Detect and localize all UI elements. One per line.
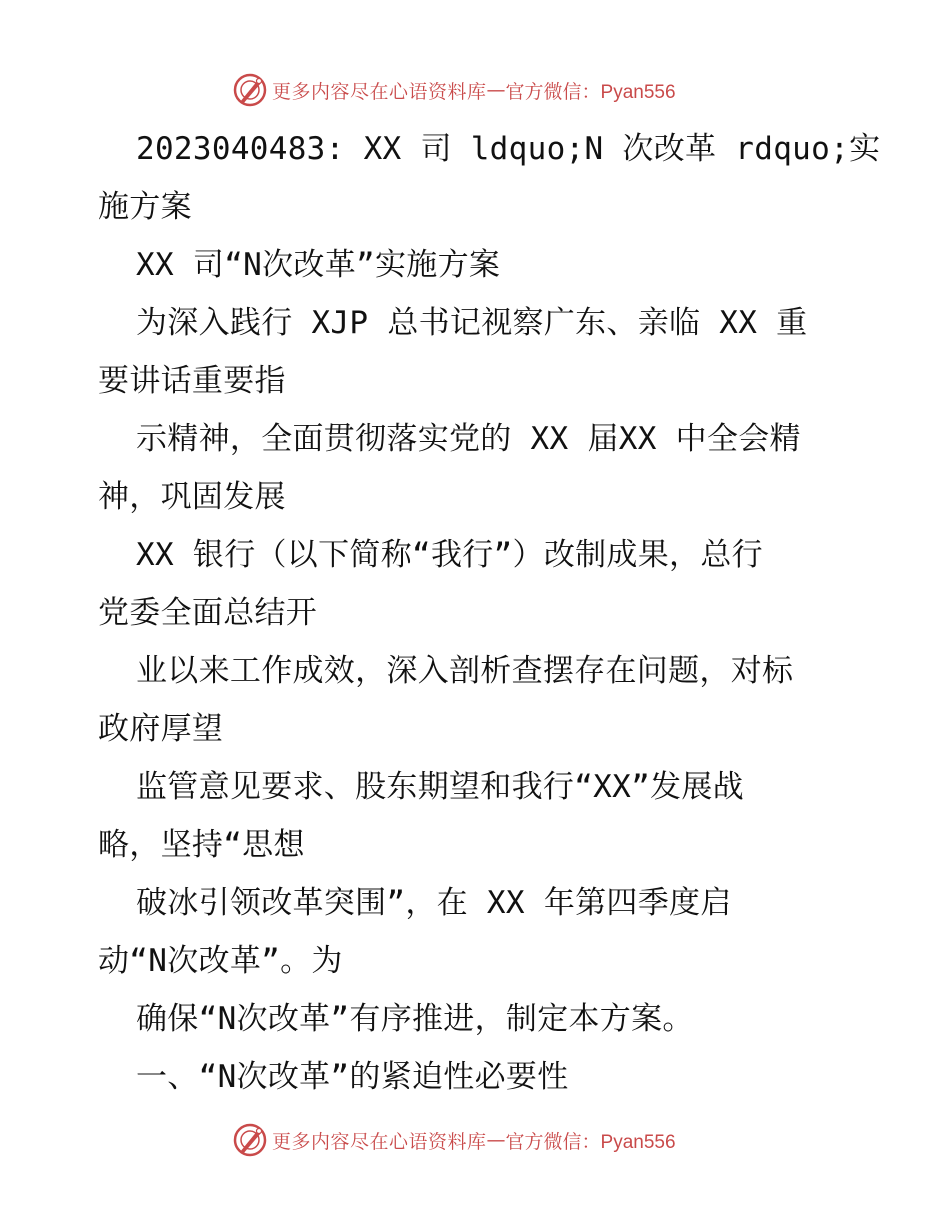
document-line: 确保“N次改革”有序推进，制定本方案。 <box>136 1001 694 1037</box>
document-line: 党委全面总结开 <box>98 595 318 631</box>
banner-text: 更多内容尽在心语资料库 <box>272 1130 487 1153</box>
banner-text: 更多内容尽在心语资料库 <box>272 80 487 103</box>
document-line: 政府厚望 <box>98 711 224 747</box>
document-line: 破冰引领改革突围”，在 XX 年第四季度启 <box>136 885 732 921</box>
brand-logo-icon <box>232 1122 268 1158</box>
banner-account: 官方微信：Pyan556 <box>505 81 676 103</box>
document-line: 示精神，全面贯彻落实党的 XX 届XX 中全会精 <box>136 421 801 457</box>
document-body <box>98 120 881 1106</box>
document-line: 施方案 <box>98 189 192 225</box>
document-line: 为深入践行 XJP 总书记视察广东、亲临 XX 重 <box>136 305 808 341</box>
document-line: 监管意见要求、股东期望和我行“XX”发展战 <box>136 769 744 805</box>
document-line: 一、“N次改革”的紧迫性必要性 <box>136 1059 569 1095</box>
document-line: 要讲话重要指 <box>98 363 286 399</box>
document-line: XX 司“N次改革”实施方案 <box>136 247 501 283</box>
banner-account: 官方微信：Pyan556 <box>505 1131 676 1153</box>
header-watermark <box>232 70 676 110</box>
document-line: 动“N次改革”。为 <box>98 943 343 979</box>
footer-watermark <box>232 1120 676 1160</box>
banner-separator: — <box>486 79 506 101</box>
banner-separator: — <box>486 1129 506 1151</box>
brand-logo-icon <box>232 72 268 108</box>
document-line: XX 银行（以下简称“我行”）改制成果，总行 <box>136 537 763 573</box>
document-line: 神，巩固发展 <box>98 479 286 515</box>
document-line: 业以来工作成效，深入剖析查摆存在问题，对标 <box>136 653 794 689</box>
document-line: 2023040483: XX 司 ldquo;N 次改革 rdquo;实 <box>136 131 881 167</box>
document-line: 略，坚持“思想 <box>98 827 305 863</box>
